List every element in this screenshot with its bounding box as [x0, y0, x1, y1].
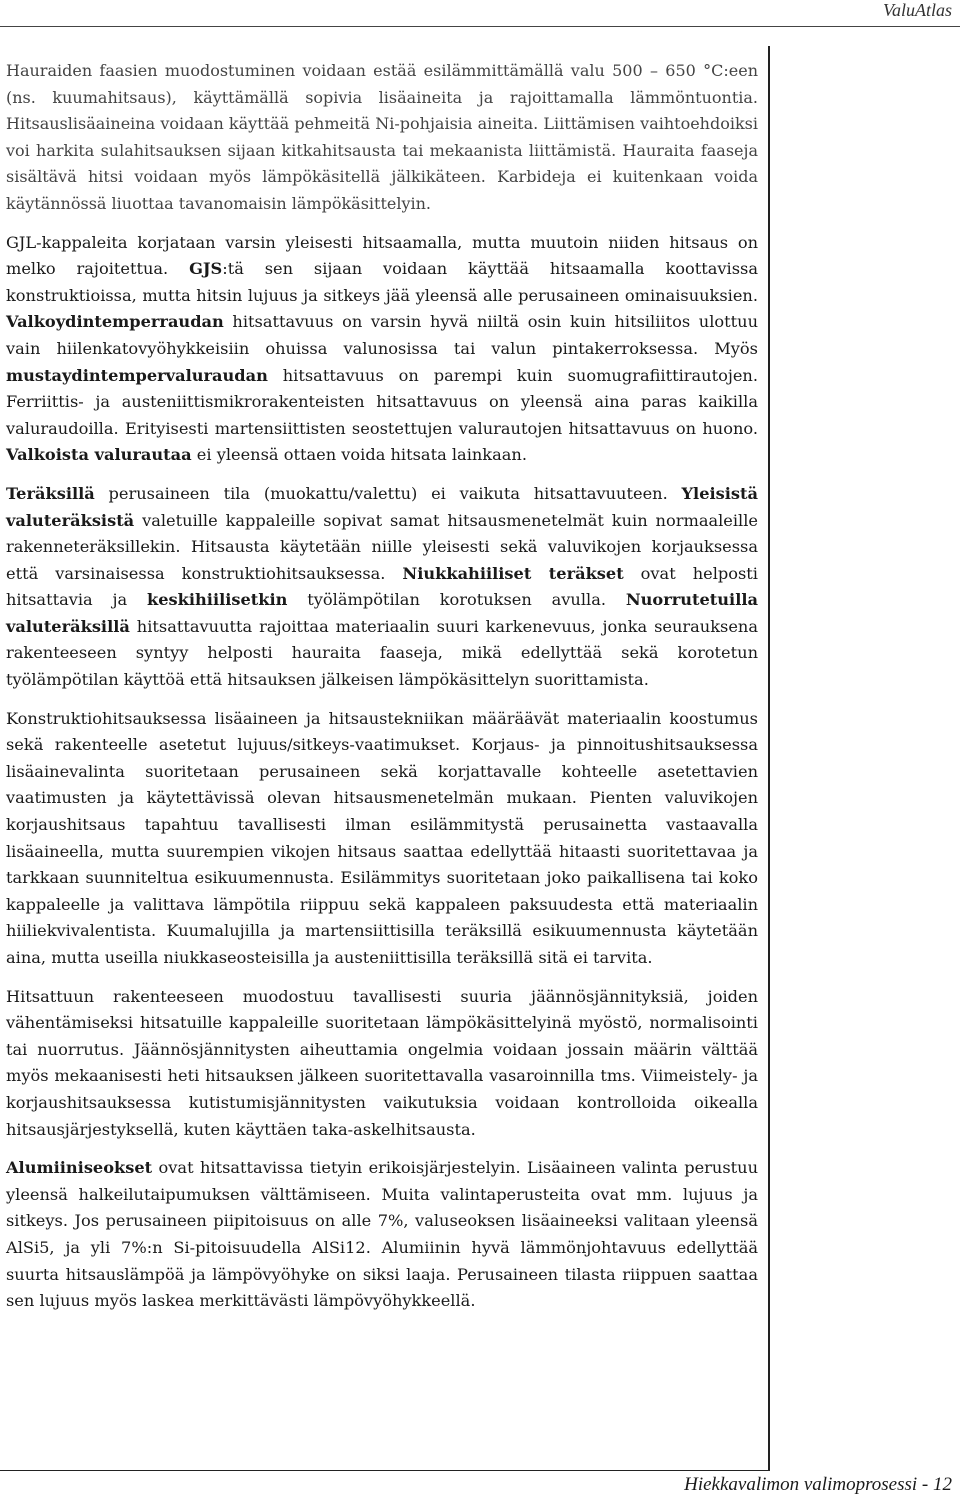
text-run: Hauraiden faasien muodostuminen voidaan estää esilämmittämällä valu 500 – 650 °C:een (ns. kuumahitsaus), käyttämällä sopivia lisäaineita ja rajoittamalla lämmöntuontia. Hitsauslisäaineina voidaan käyttää pehmeitä Ni-pohjaisia aineita. Liittämisen vaihtoehdoiksi voi harkita sulahitsauksen sijaan kitkahitsausta tai mekaanista liittämistä. Hauraita faaseja sisältävä hitsi voidaan myös lämpökäsitellä jälkikäteen. Karbideja ei kuitenkaan voida käytännössä liuottaa tavanomaisin lämpökäsittelyin. [6, 61, 758, 213]
header-brand: ValuAtlas [882, 0, 952, 20]
bold-term: GJS [189, 259, 223, 279]
footer-page-label: Hiekkavalimon valimoprosessi - 12 [684, 1474, 952, 1495]
bold-term: keskihiilisetkin [147, 590, 288, 610]
text-run: Hitsattuun rakenteeseen muodostuu tavallisesti suuria jäännösjännityksiä, joiden vähentämiseksi hitsatuille kappaleille suoritetaan lämpökäsittelyinä myöstö, normalisointi tai nuorrutus. Jäännösjännitysten aiheuttamia ongelmia voidaan jossain määrin välttää myös mekaanisesti heti hitsauksen jälkeen suoritettavalla vasaroinnilla tms. Viimeistely- ja korjaushitsauksessa kutistumisjännitysten vaikutuksia voidaan kontrolloida oikealla hitsausjärjestyksellä, kuten käyttäen taka-askelhitsausta. [6, 986, 758, 1139]
bold-term: mustaydintempervaluraudan [6, 365, 268, 385]
paragraph [6, 481, 758, 694]
footer-divider [0, 1470, 770, 1471]
bold-term: Valkoydintemperraudan [6, 312, 224, 332]
paragraph [6, 1155, 758, 1315]
paragraph [6, 706, 758, 972]
text-run: työlämpötilan korotuksen avulla. [287, 590, 626, 610]
paragraph [6, 230, 758, 469]
bold-term: Niukkahiiliset teräkset [402, 563, 624, 583]
bold-term: Valkoista valurautaa [6, 445, 192, 465]
text-run: ovat helposti hitsattavia ja [6, 563, 758, 610]
paragraph [6, 58, 758, 218]
text-run: hitsattavuus on parempi kuin suomugrafiittirautojen. Ferriittis- ja austeniittismikrorakenteisten hitsattavuus on yleensä aina paras kaikilla valuraudoilla. Erityisesti martensiittisten seostettujen valurautojen hitsattavuus on huono. [6, 365, 758, 438]
text-run: GJL-kappaleita korjataan varsin yleisesti hitsaamalla, mutta muutoin niiden hitsaus on melko rajoitettua. [6, 232, 758, 279]
bold-term: Teräksillä [6, 483, 95, 503]
bold-term: Alumiiniseokset [6, 1158, 153, 1178]
document-body [6, 58, 758, 1327]
text-run: :tä sen sijaan voidaan käyttää hitsaamalla koottavissa konstruktioissa, mutta hitsin lujuus ja sitkeys jää yleensä alle perusaineen ominaisuuksien. [6, 259, 758, 305]
text-run: Konstruktiohitsauksessa lisäaineen ja hitsaustekniikan määräävät materiaalin koostumus sekä rakenteelle asetetut lujuus/sitkeys-vaatimukset. Korjaus- ja pinnoitushitsauksessa lisäainevalinta suoritetaan perusaineen sekä korjattavalle kohteelle asetettavien vaatimusten ja käytettävissä olevan hitsausmenetelmän mukaan. Pienten valuvikojen korjaushitsaus tapahtuu tavallisesti ilman esilämmitystä perusainetta vastaavalla lisäaineella, mutta suurempien vikojen hitsaus saattaa edellyttää hitaasti suoritettavaa ja tarkkaan suunniteltua esikuumennusta. Esilämmitys suoritetaan joko paikallisena tai koko kappaleelle ja valittava lämpötila riippuu sekä kappaleen paksuudesta että materiaalin hiiliekvivalentista. Kuumalujilla ja martensiittisilla teräksillä esikuumennusta käytetään aina, mutta useilla niukkaseosteisilla ja austeniittisilla teräksillä sitä ei tarvita. [6, 708, 758, 967]
bold-term: Yleisistä valuteräksistä [6, 483, 758, 530]
text-run: valetuille kappaleille sopivat samat hitsausmenetelmät kuin normaaleille rakenneteräksillekin. Hitsausta käytetään niille yleisesti sekä valuvikojen korjauksessa että varsinaisessa konstruktiohitsauksessa. [6, 510, 758, 583]
bold-term: Nuorrutetuilla valuteräksillä [6, 590, 758, 636]
text-run: ei yleensä ottaen voida hitsata lainkaan. [191, 445, 527, 465]
text-run: hitsattavuus on varsin hyvä niiltä osin kuin hitsiliitos ulottuu vain hiilenkatovyöhykkeisiin ohuissa valunosissa tai valun pintakerroksessa. Myös [6, 312, 758, 358]
text-run: perusaineen tila (muokattu/valettu) ei vaikuta hitsattavuuteen. [94, 483, 682, 503]
header-divider [0, 26, 960, 27]
column-divider [768, 46, 770, 1470]
paragraph [6, 984, 758, 1144]
text-run: ovat hitsattavissa tietyin erikoisjärjestelyin. Lisäaineen valinta perustuu yleensä halkeilutaipumuksen välttämiseen. Muita valintaperusteita ovat mm. lujuus ja sitkeys. Jos perusaineen piipitoisuus on alle 7%, valuseoksen lisäaineeksi valitaan yleensä AlSi5, ja yli 7%:n Si-pitoisuudella AlSi12. Alumiinin hyvä lämmönjohtavuus edellyttää suurta hitsauslämpöä ja lämpövyöhyke on siksi laaja. Perusaineen tilasta riippuen saattaa sen lujuus myös laskea merkittävästi lämpövyöhykkeellä. [6, 1158, 758, 1311]
text-run: hitsattavuutta rajoittaa materiaalin suuri karkenevuus, jonka seurauksena rakenteeseen syntyy helposti hauraita faaseja, mikä edellyttää sekä korotetun työlämpötilan käyttöä että hitsauksen jälkeisen lämpökäsittelyn suorittamista. [6, 616, 758, 690]
